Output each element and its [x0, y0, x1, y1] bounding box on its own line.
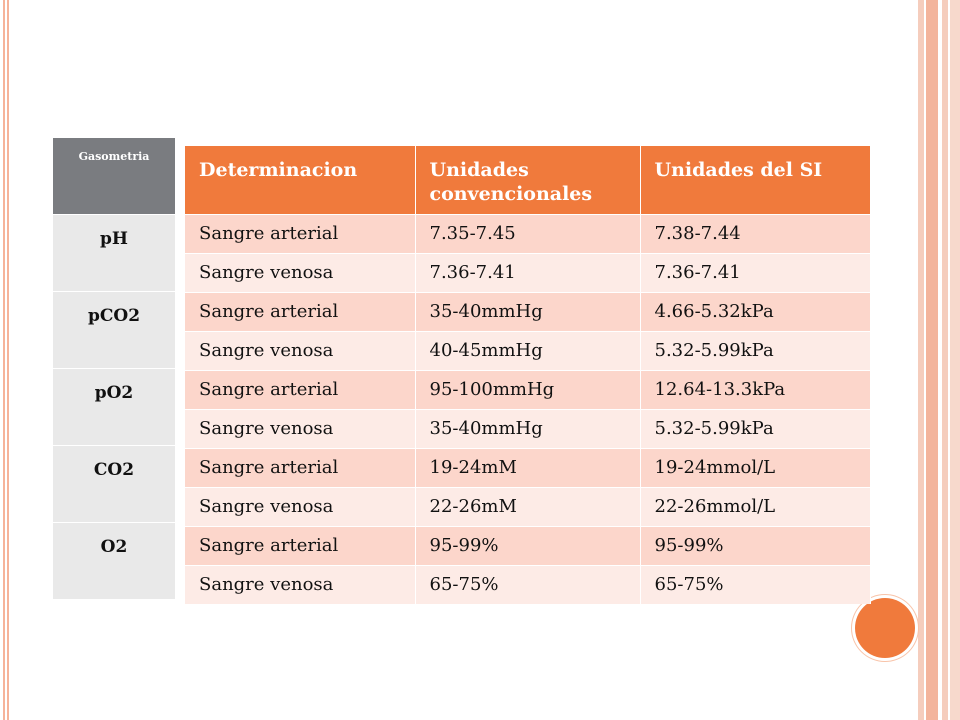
- table-cell: 22-26mM: [415, 487, 640, 526]
- table-row: [185, 409, 870, 448]
- table-cell: Sangre arterial: [185, 526, 415, 565]
- header-determinacion: Determinacion: [185, 146, 415, 214]
- header-unidades-convencionales: Unidades convencionales: [415, 146, 640, 214]
- table-row: [185, 526, 870, 565]
- table-cell: 4.66-5.32kPa: [640, 292, 870, 331]
- table-cell: 7.38-7.44: [640, 214, 870, 253]
- table-cell: Sangre venosa: [185, 253, 415, 292]
- table-cell: Sangre arterial: [185, 292, 415, 331]
- gasometry-table: [185, 146, 871, 604]
- slide-frame-right: [918, 0, 960, 720]
- table-cell: 22-26mmol/L: [640, 487, 870, 526]
- table-cell: 95-99%: [640, 526, 870, 565]
- table-cell: 7.36-7.41: [640, 253, 870, 292]
- table-header-row: [185, 146, 870, 214]
- header-unidades-si: Unidades del SI: [640, 146, 870, 214]
- table-row: [185, 565, 870, 604]
- table-cell: 5.32-5.99kPa: [640, 409, 870, 448]
- table-cell: 35-40mmHg: [415, 292, 640, 331]
- table-cell: 95-100mmHg: [415, 370, 640, 409]
- category-cell: pO2: [53, 368, 175, 445]
- table-row: [185, 214, 870, 253]
- table-cell: Sangre venosa: [185, 331, 415, 370]
- table-cell: Sangre arterial: [185, 370, 415, 409]
- table-cell: 12.64-13.3kPa: [640, 370, 870, 409]
- table-cell: 95-99%: [415, 526, 640, 565]
- table-cell: Sangre venosa: [185, 409, 415, 448]
- table-cell: 19-24mmol/L: [640, 448, 870, 487]
- category-cell: CO2: [53, 445, 175, 522]
- table-row: [185, 292, 870, 331]
- category-column: [53, 138, 175, 600]
- table-row: [185, 370, 870, 409]
- table-row: [185, 448, 870, 487]
- table-cell: 5.32-5.99kPa: [640, 331, 870, 370]
- category-cell: pH: [53, 214, 175, 291]
- table-row: [185, 253, 870, 292]
- table-cell: Sangre venosa: [185, 565, 415, 604]
- table-cell: Sangre arterial: [185, 214, 415, 253]
- table-cell: 65-75%: [640, 565, 870, 604]
- table-row: [185, 487, 870, 526]
- category-cell: pCO2: [53, 291, 175, 368]
- category-header: Gasometria: [53, 138, 175, 214]
- table-cell: 40-45mmHg: [415, 331, 640, 370]
- table-cell: 7.36-7.41: [415, 253, 640, 292]
- slide-frame-left: [0, 0, 9, 720]
- table-cell: Sangre arterial: [185, 448, 415, 487]
- table-cell: 35-40mmHg: [415, 409, 640, 448]
- decorative-circle: [855, 598, 915, 658]
- table-row: [185, 331, 870, 370]
- table-cell: 65-75%: [415, 565, 640, 604]
- table-cell: 19-24mM: [415, 448, 640, 487]
- table-cell: 7.35-7.45: [415, 214, 640, 253]
- table-cell: Sangre venosa: [185, 487, 415, 526]
- category-cell: O2: [53, 522, 175, 599]
